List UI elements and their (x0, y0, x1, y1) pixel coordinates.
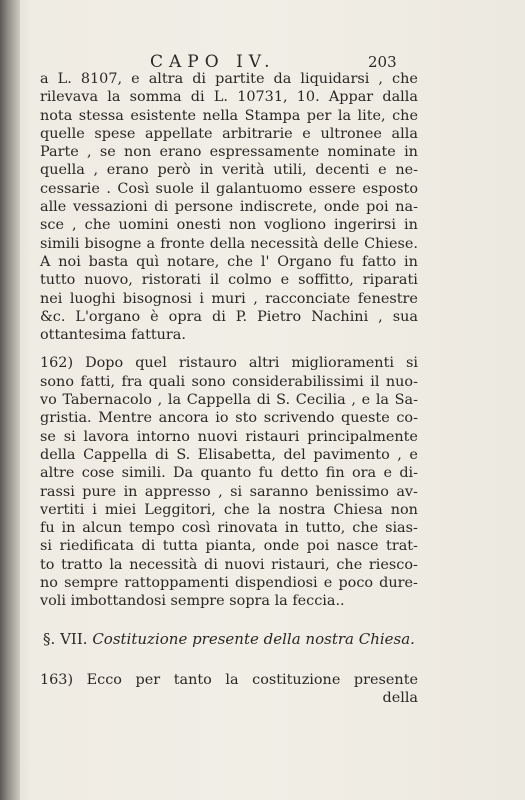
catchword: della (382, 689, 418, 706)
text-line: quella , erano però in verità utili, decenti e ne- (40, 162, 418, 179)
paragraph-3 (40, 671, 418, 689)
text-line: vertiti i miei Leggitori, che la nostra Chiesa non (40, 501, 418, 518)
page-number: 203 (368, 53, 397, 71)
text-line: si riedificata di tutta pianta, onde poi nasce trat- (40, 538, 418, 555)
text-line: 163) Ecco per tanto la costituzione presente (40, 671, 418, 688)
text-line: della Cappella di S. Elisabetta, del pavimento , e (40, 446, 418, 463)
section-number: §. VII. (43, 629, 88, 648)
text-line: 162) Dopo quel ristauro altri miglioramenti si (40, 355, 418, 372)
section-heading (40, 627, 418, 651)
text-line: nota stessa esistente nella Stampa per la lite, che (40, 107, 418, 124)
body-text (40, 70, 418, 707)
text-line: alle vessazioni di persone indiscrete, onde poi na- (40, 199, 418, 216)
catchword-line (40, 689, 418, 707)
book-spine-shadow (0, 0, 20, 800)
text-line: gristia. Mentre ancora io sto scrivendo queste co- (40, 410, 418, 427)
text-line: se si lavora intorno nuovi ristauri principalmente (40, 428, 418, 445)
text-line: voli imbottandosi sempre sopra la feccia.. (40, 593, 345, 610)
text-line: sce , che uomini onesti non vogliono ingerirsi in (40, 217, 418, 234)
text-line: A noi basta quì notare, che l' Organo fu fatto in (40, 253, 418, 270)
text-line: to tratto la necessità di nuovi ristauri, che riesco- (40, 556, 418, 573)
text-line: a L. 8107, e altra di partite da liquidarsi , che (40, 71, 418, 87)
text-line: sono fatti, fra quali sono considerabilissimi il nuo- (40, 373, 418, 390)
text-line: no sempre rattoppamenti dispendiosi e poco dure- (40, 575, 418, 592)
paragraph-2 (40, 354, 418, 610)
section-title: Costituzione presente della nostra Chiesa. (92, 629, 415, 648)
text-line: rassi pure in appresso , si saranno benissimo av- (40, 483, 418, 500)
text-line: fu in alcun tempo così rinovata in tutto, che sias- (40, 520, 418, 537)
text-line: vo Tabernacolo , la Cappella di S. Cecilia , e la Sa- (40, 392, 418, 409)
text-line: rilevava la somma di L. 10731, 10. Appar dalla (40, 89, 418, 106)
text-line: &c. L'organo è opra di P. Pietro Nachini , sua (40, 308, 418, 325)
text-line: nei luoghi bisognosi i muri , racconciate fenestre (40, 290, 418, 307)
running-title: CAPO IV. (150, 52, 276, 72)
text-line: cessarie . Così suole il galantuomo essere esposto (40, 180, 418, 197)
text-line: altre cose simili. Da quanto fu detto fin ora e di- (40, 465, 418, 482)
text-line: quelle spese appellate arbitrarie e ultronee alla (40, 125, 418, 142)
text-line: Parte , se non erano espressamente nominate in (40, 144, 418, 161)
text-line: ottantesima fattura. (40, 327, 186, 344)
paragraph-1 (40, 70, 418, 344)
text-line: tutto nuovo, ristorati il colmo e soffitto, riparati (40, 272, 418, 289)
text-line: simili bisogne a fronte della necessità delle Chiese. (40, 235, 418, 252)
